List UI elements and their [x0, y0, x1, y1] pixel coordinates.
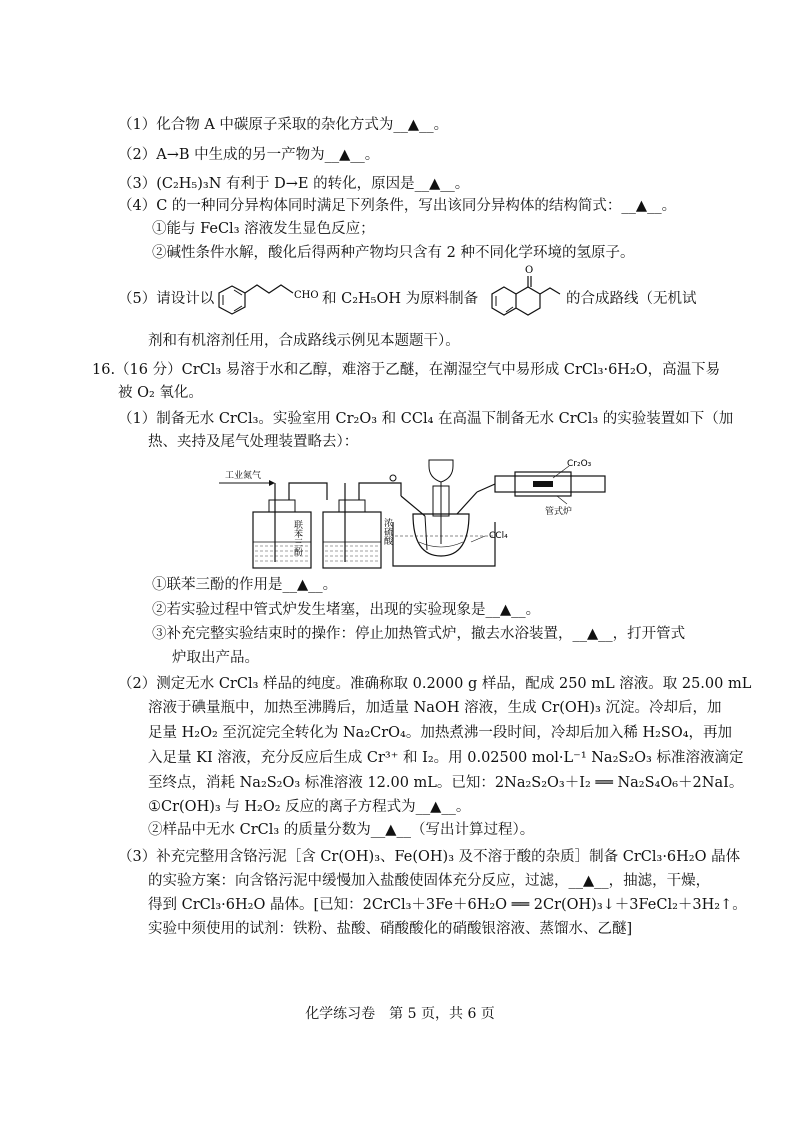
bottle2-label: 浓硫酸: [382, 518, 392, 545]
q16-part3-line1: （3）补充完整用含铬污泥［含 Cr(OH)₃、Fe(OH)₃ 及不溶于酸的杂质］制备 CrCl₃·6H₂O 晶体: [118, 849, 741, 865]
q15-part5-tail: 的合成路线（无机试: [566, 291, 697, 307]
page-footer: 化学练习卷 第 5 页，共 6 页: [305, 1006, 495, 1022]
gas-label: 工业氮气: [225, 471, 262, 481]
q15-part1: （1）化合物 A 中碳原子采取的杂化方式为__▲__。: [118, 117, 449, 133]
q16-part2-q1: ①Cr(OH)₃ 与 H₂O₂ 反应的离子方程式为__▲__。: [148, 799, 471, 815]
apparatus-diagram: [215, 456, 615, 574]
q15-part3: （3）(C₂H₅)₃N 有利于 D→E 的转化，原因是__▲__。: [118, 176, 470, 192]
q15-part4-condition1: ①能与 FeCl₃ 溶液发生显色反应；: [152, 221, 375, 237]
ccl4-label: CCl₄: [489, 531, 508, 541]
q16-part2-line2: 溶液于碘量瓶中，加热至沸腾后，加适量 NaOH 溶液，生成 Cr(OH)₃ 沉淀。冷却后，加: [148, 700, 722, 716]
q16-part1-q3-line2: 炉取出产品。: [172, 650, 259, 666]
q15-part5-mid: 和 C₂H₅OH 为原料制备: [322, 291, 479, 307]
cho-label: CHO: [294, 290, 319, 301]
q16-part3-line2: 的实验方案：向含铬污泥中缓慢加入盐酸使固体充分反应，过滤，__▲__，抽滤，干燥，: [148, 873, 711, 889]
q15-part2: （2）A→B 中生成的另一产物为__▲__。: [118, 147, 380, 163]
tube-furnace: [495, 466, 605, 504]
q16-part1-q2: ②若实验过程中管式炉发生堵塞，出现的实验现象是__▲__。: [152, 602, 541, 618]
q16-part1-q3-line1: ③补充完整实验结束时的操作：停止加热管式炉，撤去水浴装置，__▲__，打开管式: [152, 626, 686, 642]
q16-intro-line2: 被 O₂ 氧化。: [118, 385, 203, 401]
tetralone-structure: [484, 262, 564, 328]
wash-bottle-1: [253, 483, 327, 568]
water-bath-flask: [393, 460, 495, 566]
phenylbutanal-structure: [212, 276, 319, 322]
q16-part1-line2: 热、夹持及尾气处理装置略去）：: [148, 434, 359, 450]
oxygen-label: O: [525, 265, 534, 276]
q16-part2-q2: ②样品中无水 CrCl₃ 的质量分数为__▲__（写出计算过程）。: [148, 822, 535, 838]
q15-part5-cont: 剂和有机溶剂任用，合成路线示例见本题题干）。: [148, 333, 460, 349]
q16-part2-line1: （2）测定无水 CrCl₃ 样品的纯度。准确称取 0.2000 g 样品，配成 250 mL 溶液。取 25.00 mL: [118, 676, 752, 692]
q16-intro-line1: 16.（16 分）CrCl₃ 易溶于水和乙醇，难溶于乙醚，在潮湿空气中易形成 CrCl₃·6H₂O，高温下易: [92, 362, 721, 378]
q15-part5-lead: （5）请设计以: [118, 291, 215, 307]
bottle1-label: 联苯三酚: [292, 520, 302, 556]
furnace-label: 管式炉: [545, 507, 573, 517]
q16-part3-line3: 得到 CrCl₃·6H₂O 晶体。[已知：2CrCl₃＋3Fe＋6H₂O ══ 2Cr(OH)₃↓＋3FeCl₂＋3H₂↑。: [148, 897, 747, 913]
q16-part3-line4: 实验中须使用的试剂：铁粉、盐酸、硝酸酸化的硝酸银溶液、蒸馏水、乙醚]: [148, 921, 633, 937]
q16-part2-line5: 至终点，消耗 Na₂S₂O₃ 标准溶液 12.00 mL。已知：2Na₂S₂O₃＋I₂ ══ Na₂S₄O₆＋2NaI。: [148, 775, 744, 791]
q15-part4: （4）C 的一种同分异构体同时满足下列条件，写出该同分异构体的结构简式：__▲__。: [118, 198, 677, 214]
q15-part4-condition2: ②碱性条件水解，酸化后得两种产物均只含有 2 种不同化学环境的氢原子。: [152, 245, 635, 261]
q16-part2-line4: 入足量 KI 溶液，充分反应后生成 Cr³⁺ 和 I₂。用 0.02500 mol·L⁻¹ Na₂S₂O₃ 标准溶液滴定: [148, 750, 744, 766]
q16-part1-line1: （1）制备无水 CrCl₃。实验室用 Cr₂O₃ 和 CCl₄ 在高温下制备无水 CrCl₃ 的实验装置如下（加: [118, 411, 734, 427]
q16-part1-q1: ①联苯三酚的作用是__▲__。: [152, 577, 338, 593]
cr2o3-label: Cr₂O₃: [567, 459, 592, 469]
q16-part2-line3: 足量 H₂O₂ 至沉淀完全转化为 Na₂CrO₄。加热煮沸一段时间，冷却后加入稀 H₂SO₄，再加: [148, 725, 733, 741]
